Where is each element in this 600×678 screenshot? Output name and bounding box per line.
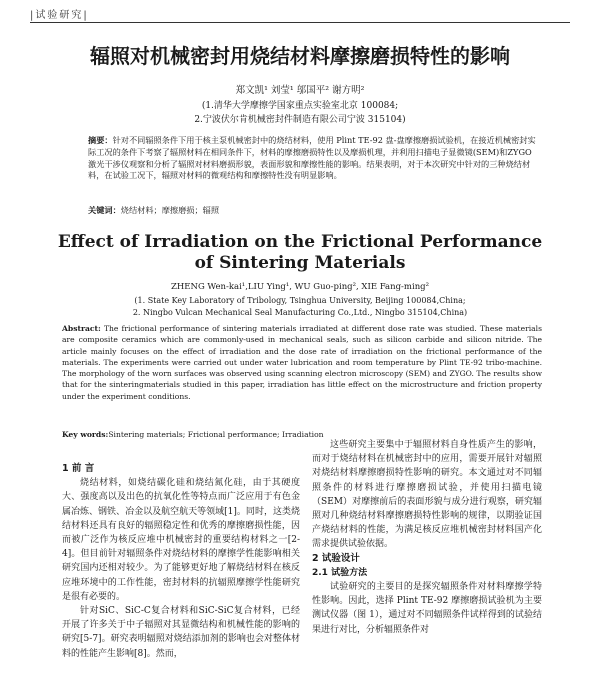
chinese-title: 辐照对机械密封用烧结材料摩擦磨损特性的影响 — [90, 44, 510, 68]
english-keywords-label: Key words: — [62, 430, 109, 439]
english-title — [30, 232, 570, 274]
english-affiliation-1: (1. State Key Laboratory of Tribology, Tsinghua University, Beijing 100084,China; — [134, 296, 466, 305]
chinese-affiliation-2: 2.宁波伏尔肯机械密封件制造有限公司宁波 315104) — [194, 115, 406, 125]
section-1-heading: 1 前 言 — [62, 463, 95, 474]
header-rule — [30, 22, 570, 23]
section-2-heading: 2 试验设计 — [312, 552, 360, 564]
chinese-affiliation-1: (1.清华大学摩擦学国家重点实验室北京 100084; — [201, 101, 399, 111]
english-keywords-text: Sintering materials; Frictional performance; Irradiation — [108, 430, 324, 439]
english-abstract-label: Abstract: — [62, 324, 101, 333]
english-title-line-2: of Sintering Materials — [194, 253, 406, 273]
english-abstract — [62, 323, 542, 402]
chinese-keywords — [88, 205, 538, 216]
right-paragraph-1: 这些研究主要集中于辐照材料自身性质产生的影响，而对于烧结材料在机械密封中的应用，需要开展针对辐照对烧结材料摩擦磨损特性影响的研究。本文通过对不同辐照条件的材料进行摩擦磨损试验，并使用扫描电镜（SEM）对摩擦前后的表面形貌与成分进行观察，研究辐照对几种烧结材料摩擦磨损特性影响的规律，以期验证国产烧结材料的性能，为满足核反应堆机械密封材料国产化需求提供试验依据。 — [312, 440, 542, 550]
left-paragraph-1: 烧结材料，如烧结碳化硅和烧结氮化硅，由于其硬度大、强度高以及出色的抗氧化性等特点而广泛应用于有色金属冶炼、钢铁、冶金以及航空航天等领域[1]。同时，这类烧结材料还具有良好的辐照稳定性和优秀的摩擦磨损性能，因而被广泛作为核反应堆中机械密封的重要结构材料之一[2-4]。但目前针对辐照条件对烧结材料的摩擦学性能影响相关研究国内还相对较少。为了能够更好地了解烧结材料在核反应堆环境中的工作性能，密封材料的抗辐照摩擦学性能研究是很有必要的。 — [62, 478, 300, 602]
body-right-column — [312, 438, 542, 637]
english-abstract-text: The frictional performance of sintering materials irradiated at different dose rate was studied. These materials are composite ceramics which are commonly-used in mechanical seals, such as silicon carbide and silicon nitride. The article mainly focuses on the effect of irradiation and the dose rate of irradiation on the frictional performance of the materials. The experiments were carried out under water lubrication and room temperature by Plint TE-92 tribo-machine. The morphology of the worn surfaces was observed using scanning electron microscopy (SEM) and ZYGO. The results show that for the sinteringmaterials studied in this paper, irradiation has little effect on the microstructure and friction property under the experiment conditions. — [62, 324, 542, 401]
english-affiliation-2: 2. Ningbo Vulcan Mechanical Seal Manufacturing Co.,Ltd., Ningbo 315104,China) — [132, 308, 468, 317]
chinese-keywords-label: 关键词： — [88, 205, 121, 215]
english-authors: ZHENG Wen-kai¹,LIU Ying¹, WU Guo-ping², XIE Fang-ming² — [170, 282, 430, 292]
body-left-column — [62, 462, 300, 661]
right-paragraph-2: 试验研究的主要目的是探究辐照条件对材料摩擦学特性影响。因此，选择 Plint TE-92 摩擦磨损试验机为主要测试仪器（图 1），通过对不同辐照条件试样得到的试验结果进行对比，分析辐照条件对 — [312, 582, 542, 635]
english-title-line-1: Effect of Irradiation on the Frictional Performance — [57, 232, 543, 252]
chinese-abstract — [88, 135, 538, 182]
left-paragraph-2: 针对SiC、SiC-C复合材料和SiC-SiC复合材料，已经开展了许多关于中子辐照对其显微结构和机械性能的影响的研究[5-7]。研究表明辐照对烧结添加剂的影响也会对整体材料的性能产生影响[8]。然而， — [62, 606, 300, 659]
chinese-authors: 郑文凯¹ 刘莹¹ 邬国平² 谢方明² — [235, 85, 365, 96]
chinese-abstract-text: 针对不同辐照条件下用于核主泵机械密封中的烧结材料，使用 Plint TE-92 盘-盘摩擦磨损试验机，在接近机械密封实际工况的条件下考察了辐照材料在相同条件下，材料的摩擦磨损特性以及摩损机理，并利用扫描电子显微镜(SEM)和ZYGO 激光干涉仪观察和分析了辐照对材料磨损形貌，表面形貌和摩擦性能的影响。结果表明，对于本次研究中针对的三种烧结材料，在试验工况下，辐照对材料的微观结构和摩擦特性没有明显影响。 — [88, 135, 536, 181]
journal-section-tag: |试验研究| — [30, 10, 89, 21]
chinese-abstract-label: 摘要： — [88, 135, 113, 145]
section-2-1-heading: 2.1 试验方法 — [312, 567, 368, 578]
chinese-keywords-text: 烧结材料；摩擦磨损；辐照 — [120, 205, 220, 215]
